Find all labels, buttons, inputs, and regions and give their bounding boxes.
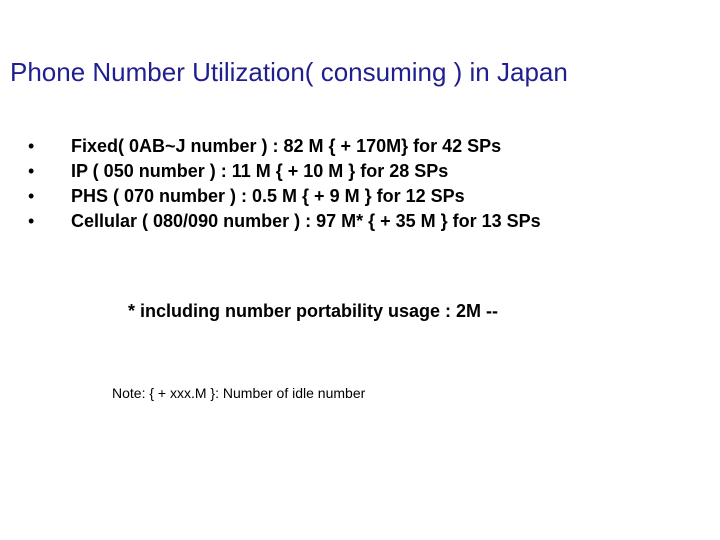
bullet-text: PHS ( 070 number ) : 0.5 M { + 9 M } for 12 SPs: [71, 186, 465, 206]
bullet-dot-icon: •: [28, 211, 35, 231]
bullet-item-phs: [28, 184, 698, 209]
bullet-item-fixed: [28, 134, 698, 159]
bullet-dot-icon: •: [28, 186, 35, 206]
idle-number-note: Note: { + xxx.M }: Number of idle number: [112, 385, 366, 401]
bullet-dot-icon: •: [28, 161, 35, 181]
bullet-text: Cellular ( 080/090 number ) : 97 M* { + 35 M } for 13 SPs: [71, 211, 541, 231]
bullet-list: [28, 134, 698, 234]
bullet-text: Fixed( 0AB~J number ) : 82 M { + 170M} for 42 SPs: [71, 136, 502, 156]
bullet-item-ip: [28, 159, 698, 184]
bullet-text: IP ( 050 number ) : 11 M { + 10 M } for 28 SPs: [71, 161, 449, 181]
portability-footnote: * including number portability usage : 2M --: [128, 301, 499, 321]
slide-title: Phone Number Utilization( consuming ) in Japan: [10, 57, 568, 87]
bullet-item-cellular: [28, 209, 698, 234]
bullet-dot-icon: •: [28, 136, 35, 156]
